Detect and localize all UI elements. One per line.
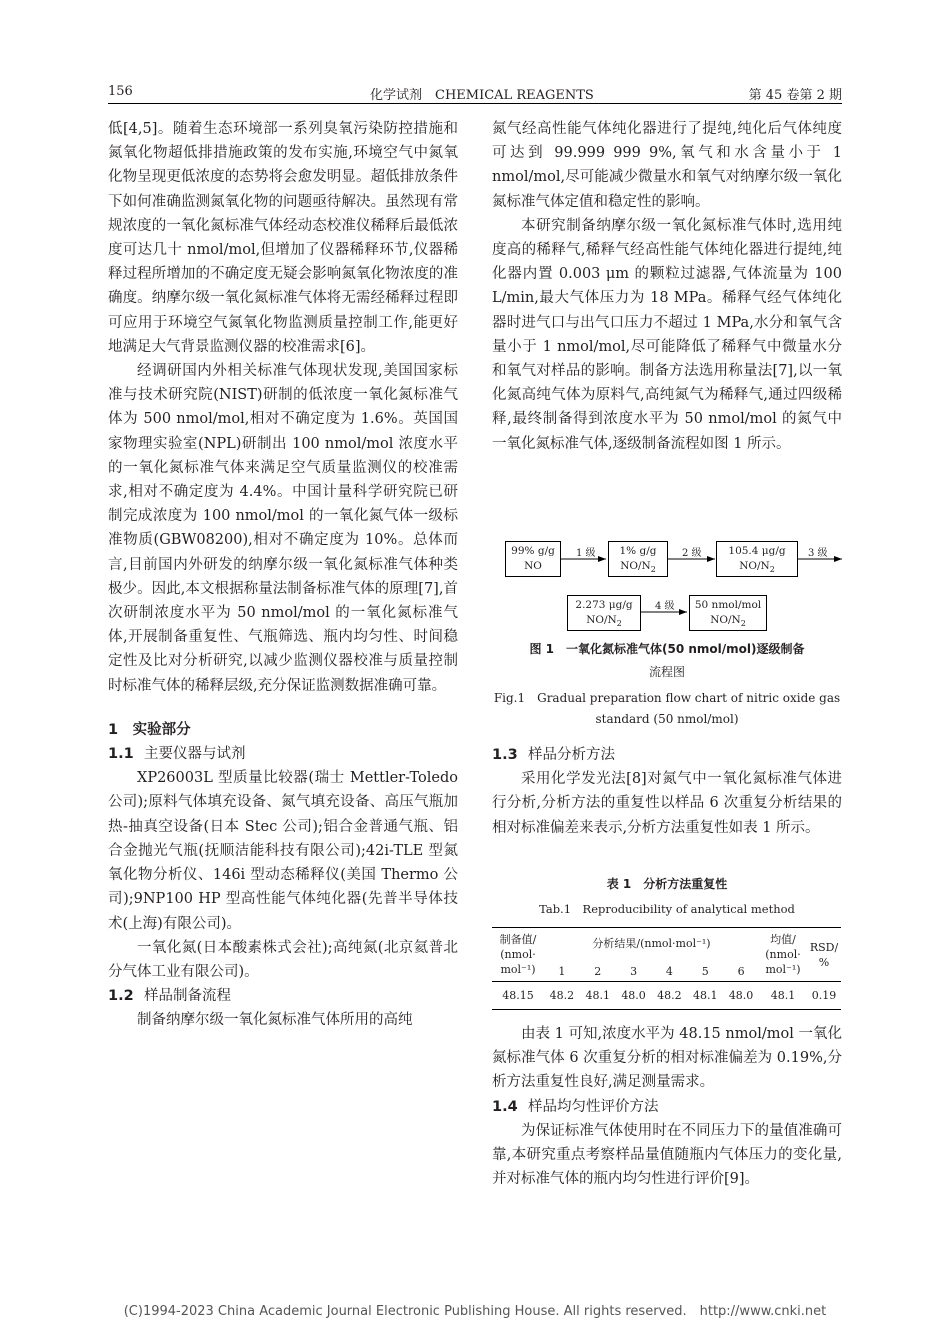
subsection-heading: 1.1 主要仪器与试剂	[108, 746, 246, 763]
page-number: 156	[108, 84, 133, 99]
header-cell: 分析结果/(nmol·mol⁻¹)	[592, 937, 711, 951]
arrow-label: 1 级	[576, 548, 596, 559]
issue-label: 第 45 卷第 2 期	[748, 88, 842, 103]
header-cell: 5	[701, 964, 709, 978]
paragraph: XP26003L 型质量比较器(瑞士 Mettler-Toledo 公司);原料气体填充设备、氮气填充设备、高压气瓶加热-抽真空设备(日本 Stec 公司);铝合金普通气瓶、铝合金抛光气瓶(抚顺洁能科技有限公司);42i-TLE 型氮氧化物分析仪、146i 型动态稀释仪(美国 Thermo 公司);9NP100 HP 型高性能气体纯化器(先普半导体技术(上海)有限公司)。	[108, 770, 458, 932]
subsection-heading: 1.3 样品分析方法	[492, 747, 615, 763]
data-table	[492, 927, 841, 1010]
arrow-label: 2 级	[682, 548, 702, 559]
table-caption-zh: 表 1 分析方法重复性	[606, 877, 728, 891]
paragraph: 本研究制备纳摩尔级一氧化氮标准气体时,选用纯度高的稀释气,稀释气经高性能气体纯化器进行提纯,纯化器内置 0.003 μm 的颗粒过滤器,气体流量为 100 L/min,最大气体压力为 18 MPa。稀释气经气体纯化器时进气口与出气口压力不超过 1 MPa,水分和氧气含量小于 1 nmol/mol,尽可能降低了稀释气中微量水分和氧气对样品的影响。制备方法选用称量法[7],以一氧化氮高纯气体为原料气,高纯氮气为稀释气,通过四级稀释,最终制备得到浓度水平为 50 nmol/mol 的氮气中一氧化氮标准气体,逐级制备流程如图 1 所示。	[492, 217, 842, 452]
left-column	[108, 117, 458, 1033]
paragraph: 为保证标准气体使用时在不同压力下的量值准确可靠,本研究重点考察样品量值随瓶内气体压力的变化量,并对标准气体的瓶内均匀性进行评价[9]。	[492, 1122, 842, 1188]
right-column-middle	[492, 743, 842, 840]
table-cell: 48.0	[621, 989, 646, 1002]
paragraph: 经调研国内外相关标准气体现状发现,美国国家标准与技术研究院(NIST)研制的低浓度一氧化氮标准气体为 500 nmol/mol,相对不确定度为 1.6%。英国国家物理实验室(NPL)研制出 100 nmol/mol 浓度水平的一氧化氮标准气体来满足空气质量监测仪的校准需求,相对不确定度为 4.4%。中国计量科学研究院已研制完成浓度为 100 nmol/mol 的一氧化氮气体一级标准物质(GBW08200),相对不确定度为 10%。总体而言,目前国内外研发的纳摩尔级一氧化氮标准气体种类极少。因此,本文根据称量法制备标准气体的原理[7],首次研制浓度水平为 50 nmol/mol 的一氧化氮标准气体,开展制备重复性、气瓶筛选、瓶内均匀性、时间稳定性及比对分析研究,以减少监测仪器校准与质量控制时标准气体的稀释层级,充分保证监测数据准确可靠。	[108, 363, 458, 694]
table-cell: 48.2	[549, 989, 575, 1002]
header-cell: 6	[737, 964, 745, 978]
table-cell: 48.1	[585, 989, 610, 1002]
paragraph: 一氧化氮(日本酸素株式会社);高纯氮(北京氦普北分气体工业有限公司)。	[108, 939, 458, 980]
table-cell: 48.1	[770, 989, 796, 1002]
paragraph: 由表 1 可知,浓度水平为 48.15 nmol/mol 一氧化氮标准气体 6 次重复分析的相对标准偏差为 0.19%,分析方法重复性良好,满足测量需求。	[492, 1026, 842, 1091]
flow-box-4: 2.273 μg/g $NO/N_2$	[567, 595, 641, 631]
journal-title: 化学试剂 CHEMICAL REAGENTS	[370, 88, 594, 103]
table-cell: 48.15	[502, 989, 534, 1002]
section-heading: 1 实验部分	[108, 721, 191, 738]
paragraph: 制备纳摩尔级一氧化氮标准气体所用的高纯	[137, 1012, 413, 1029]
figure-caption-zh: 图 1 一氧化氮标准气体(50 nmol/mol)逐级制备 流程图	[529, 642, 805, 679]
table-cell: 48.0	[728, 989, 754, 1002]
subsection-heading: 1.4 样品均匀性评价方法	[492, 1098, 659, 1115]
right-column-top	[492, 117, 842, 456]
table-caption-en: Tab.1 Reproducibility of analytical method	[539, 902, 795, 916]
header-cell: 制备值/ (nmol· mol⁻¹)	[499, 933, 537, 976]
flow-box-1: 99% g/g NO	[505, 541, 561, 577]
figure-caption-en: Fig.1 Gradual preparation flow chart of nitric oxide gas standard (50 nmol/mol)	[493, 691, 841, 726]
table-cell: 0.19	[811, 989, 837, 1002]
arrow-label: 4 级	[655, 601, 675, 612]
table-cell: 48.1	[692, 989, 718, 1002]
header-cell: 3	[630, 964, 638, 978]
flow-box-3: 105.4 μg/g $NO/N_2$	[716, 541, 798, 577]
header-cell: RSD/ %	[809, 940, 839, 969]
paragraph: 采用化学发光法[8]对氮气中一氧化氮标准气体进行分析,分析方法的重复性以样品 6 次重复分析结果的相对标准偏差来表示,分析方法重复性如表 1 所示。	[492, 771, 842, 836]
paragraph: 氮气经高性能气体纯化器进行了提纯,纯化后气体纯度可达到 99.999 999 9%,氧气和水含量小于 1 nmol/mol,尽可能减少微量水和氧气对纳摩尔级一氧化氮标准气体定值和稳定性的影响。	[492, 121, 842, 210]
header-rule	[108, 103, 842, 104]
header-cell: 2	[594, 964, 602, 978]
header-cell: 1	[558, 964, 566, 978]
header-cell: 4	[665, 964, 673, 978]
right-column-bottom	[492, 1022, 842, 1191]
flow-box-2: 1% g/g $NO/N_2$	[608, 541, 668, 577]
header-cell: 均值/ (nmol· mol⁻¹)	[765, 933, 801, 976]
paragraph: 低[4,5]。随着生态环境部一系列臭氧污染防控措施和氮氧化物超低排措施政策的发布实施,环境空气中氮氧化物呈现更低浓度的态势将会愈发明显。超低排放条件下如何准确监测氮氧化物的问题亟待解决。虽然现有常规浓度的一氧化氮标准气体经动态校准仪稀释后最低浓度可达几十 nmol/mol,但增加了仪器稀释环节,仪器稀释过程所增加的不确定度无疑会影响氮氧化物浓度的准确度。纳摩尔级一氧化氮标准气体将无需经稀释过程即可应用于环境空气氮氧化物监测质量控制工作,能更好地满足大气背景监测仪器的校准需求[6]。	[108, 121, 458, 355]
copyright-footer: (C)1994-2023 China Academic Journal Electronic Publishing House. All rights reserved. http://www.cnki.net	[123, 1304, 827, 1319]
table-cell: 48.2	[657, 989, 682, 1002]
arrow-label: 3 级	[808, 548, 828, 559]
flow-box-5: 50 nmol/mol $NO/N_2$	[689, 595, 767, 631]
subsection-heading: 1.2 样品制备流程	[108, 988, 231, 1005]
table-row	[492, 982, 841, 1010]
